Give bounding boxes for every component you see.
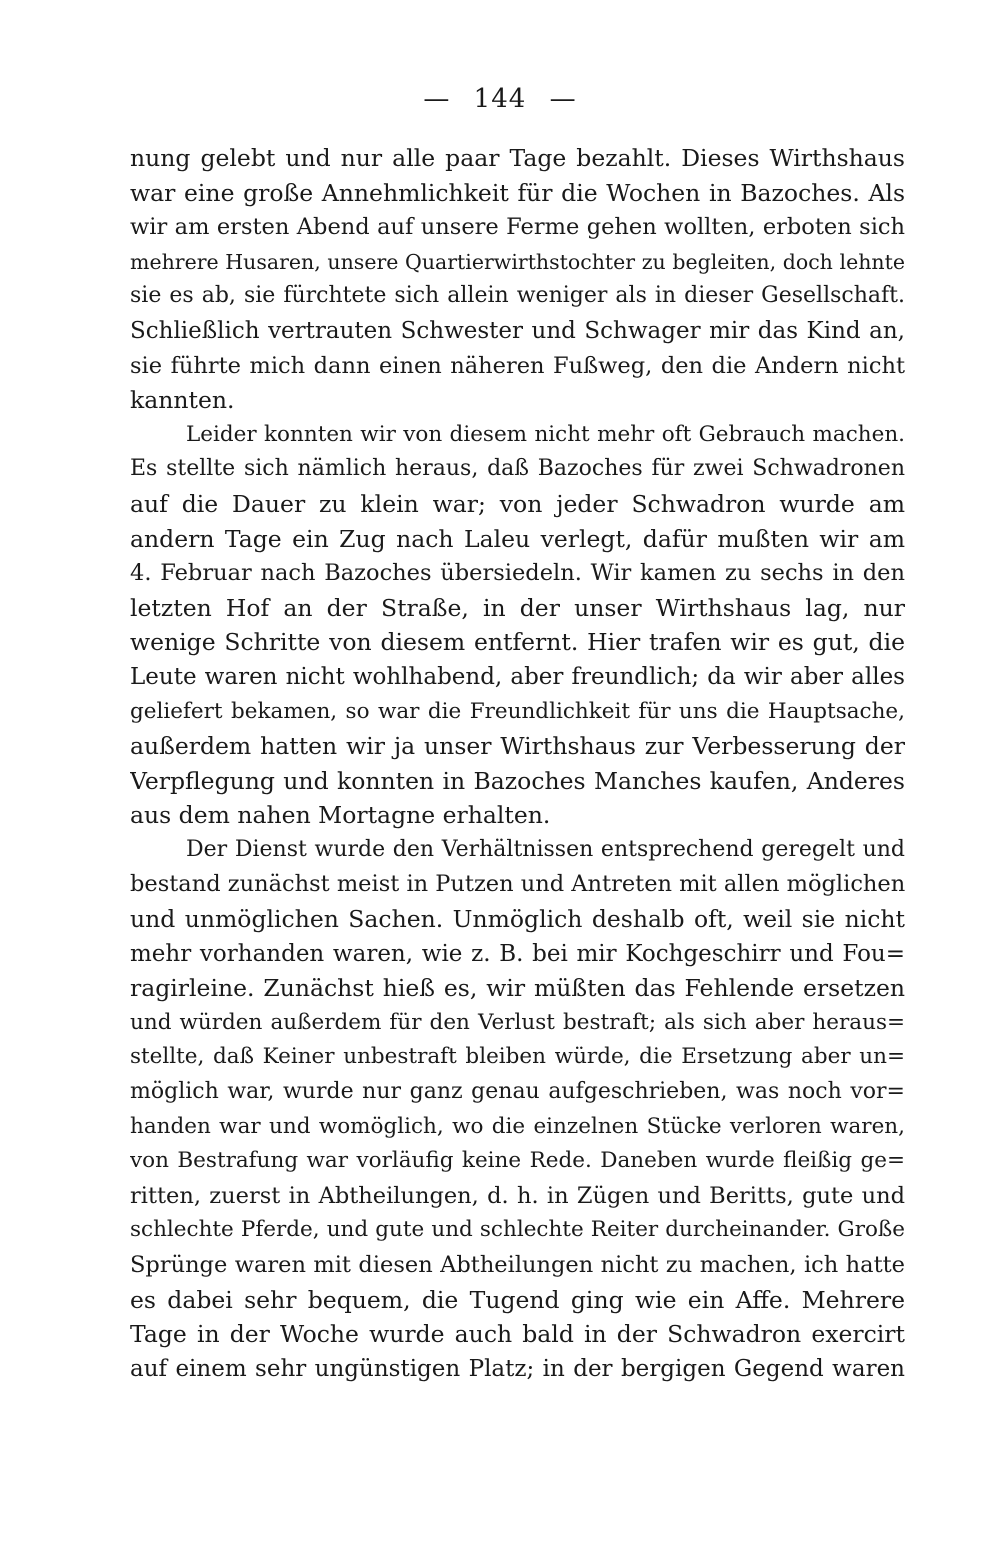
text-line: kannten. [130,386,235,415]
text-line: sie führte mich dann einen näheren Fußweg, den die Andern nicht [130,352,905,379]
text-line: außerdem hatten wir ja unser Wirthshaus zur Verbesserung der [130,732,905,761]
text-line: Schließlich vertrauten Schwester und Schwager mir das Kind an, [130,317,905,344]
text-line: Tage in der Woche wurde auch bald in der Schwadron exercirt [130,1320,905,1349]
text-line: es dabei sehr bequem, die Tugend ging wie ein Affe. Mehrere [130,1285,905,1314]
text-line: wenige Schritte von diesem entfernt. Hier trafen wir es gut, die [130,628,905,657]
text-line: aus dem nahen Mortagne erhalten. [130,801,551,830]
text-body [130,141,905,1386]
text-line: Verpflegung und konnten in Bazoches Manches kaufen, Anderes [130,766,905,795]
text-line: von Bestrafung war vorläufig keine Rede. Daneben wurde fleißig ge= [130,1148,905,1174]
text-line: möglich war, wurde nur ganz genau aufgeschrieben, was noch vor= [130,1079,905,1105]
text-line: sie es ab, sie fürchtete sich allein weniger als in dieser Gesellschaft. [130,283,905,309]
text-line: war eine große Annehmlichkeit für die Wochen in Bazoches. Als [130,178,905,207]
text-line: nung gelebt und nur alle paar Tage bezahlt. Dieses Wirthshaus [130,144,905,172]
text-line: Sprünge waren mit diesen Abtheilungen nicht zu machen, ich hatte [130,1252,905,1278]
text-line: auf die Dauer zu klein war; von jeder Schwadron wurde am [130,489,905,518]
text-line: und unmöglichen Sachen. Unmöglich deshalb oft, weil sie nicht [130,905,905,934]
text-line: und würden außerdem für den Verlust bestraft; als sich aber heraus= [130,1009,905,1035]
text-line: Leute waren nicht wohlhabend, aber freundlich; da wir aber alles [130,663,905,690]
text-line: mehrere Husaren, unsere Quartierwirthstochter zu begleiten, doch lehnte [130,249,905,274]
text-line: Der Dienst wurde den Verhältnissen entsprechend geregelt und [186,836,905,862]
text-line: 4. Februar nach Bazoches übersiedeln. Wir kamen zu sechs in den [130,560,905,587]
text-line: schlechte Pferde, und gute und schlechte Reiter durcheinander. Große [130,1217,905,1243]
text-line: mehr vorhanden waren, wie z. B. bei mir Kochgeschirr und Fou= [130,940,905,967]
text-line: ragirleine. Zunächst hieß es, wir müßten das Fehlende ersetzen [130,974,905,1003]
text-line: andern Tage ein Zug nach Laleu verlegt, dafür mußten wir am [130,524,905,553]
text-line: geliefert bekamen, so war die Freundlichkeit für uns die Hauptsache, [130,698,905,724]
text-line: ritten, zuerst in Abtheilungen, d. h. in Zügen und Beritts, gute und [130,1182,905,1209]
text-line: wir am ersten Abend auf unsere Ferme gehen wollten, erboten sich [130,214,905,241]
text-line: bestand zunächst meist in Putzen und Antreten mit allen möglichen [130,871,905,898]
text-line: auf einem sehr ungünstigen Platz; in der bergigen Gegend waren [130,1355,905,1382]
text-line: Leider konnten wir von diesem nicht mehr oft Gebrauch machen. [186,421,905,447]
text-line: letzten Hof an der Straße, in der unser Wirthshaus lag, nur [130,593,905,622]
text-line: stellte, daß Keiner unbestraft bleiben würde, die Ersetzung aber un= [130,1044,905,1070]
page-number: — 144 — [423,84,577,114]
text-line: Es stellte sich nämlich heraus, daß Bazoches für zwei Schwadronen [130,456,905,482]
text-line: handen war und womöglich, wo die einzelnen Stücke verloren waren, [130,1113,905,1139]
